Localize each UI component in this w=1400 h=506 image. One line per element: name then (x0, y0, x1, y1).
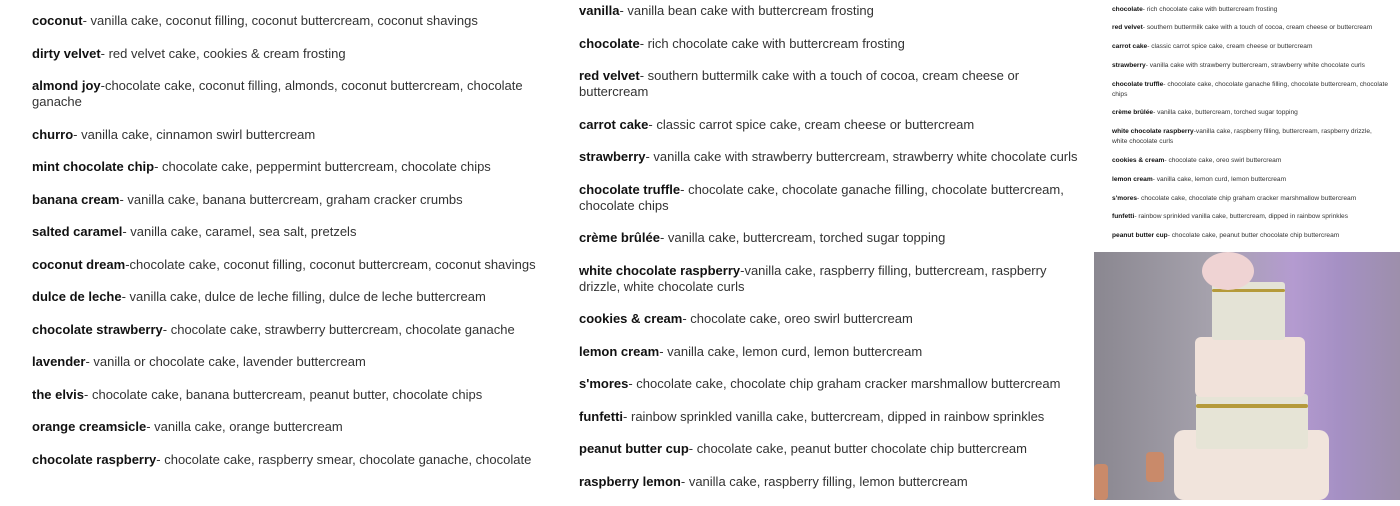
flavor-entry (579, 311, 1087, 327)
flavor-description: - rich chocolate cake with buttercream frosting (1142, 5, 1278, 13)
flavor-name: salted caramel (32, 224, 123, 239)
flavor-name: lemon cream (579, 343, 660, 359)
flavor-entry (1112, 194, 1388, 204)
flavor-name: strawberry (579, 149, 646, 164)
flavor-description: - vanilla cake, caramel, sea salt, pretzels (122, 224, 357, 239)
flavor-name: cookies & cream (579, 311, 683, 326)
flavor-description: - chocolate cake, chocolate chip graham cracker marshmallow buttercream (1137, 194, 1357, 202)
flavor-entry (32, 354, 574, 370)
flavor-entry (1112, 61, 1388, 71)
flavor-description: - red velvet cake, cookies & cream frosting (100, 45, 346, 61)
flavor-name: chocolate truffle (1112, 81, 1164, 89)
flavor-name: s'mores (1112, 194, 1138, 202)
candle-holder (1146, 452, 1164, 482)
flavor-entry (1112, 5, 1388, 15)
flavor-entry (579, 182, 1087, 214)
flavor-name: peanut butter cup (1112, 232, 1168, 240)
flavor-description: -vanilla cake, raspberry filling, buttercream, raspberry drizzle, white chocolate curls (1112, 128, 1372, 145)
flavor-name: dulce de leche (32, 289, 122, 304)
flavor-entry (579, 3, 1087, 19)
flavor-list-right-thumbnail (1112, 5, 1388, 251)
flavor-description: - rainbow sprinkled vanilla cake, buttercream, dipped in rainbow sprinkles (1134, 213, 1349, 221)
flavor-name: the elvis (32, 386, 85, 402)
flavor-name: almond joy (32, 78, 101, 93)
flavor-entry (32, 322, 574, 338)
flavor-description: - vanilla bean cake with buttercream frosting (619, 3, 874, 18)
candle-holder (1094, 464, 1108, 500)
flavor-name: crème brûlée (1112, 109, 1154, 117)
flavor-name: chocolate (579, 35, 640, 51)
flavor-name: red velvet (1112, 24, 1143, 32)
flavor-entry (32, 224, 574, 240)
flavor-entry (579, 344, 1087, 360)
flavor-entry (32, 46, 574, 62)
flavor-list-middle (579, 3, 1087, 506)
flavor-entry (579, 376, 1087, 392)
flavor-name: vanilla (579, 3, 620, 18)
flavor-description: - southern buttermilk cake with a touch of cocoa, cream cheese or buttercream (1142, 24, 1373, 32)
flavor-name: chocolate raspberry (32, 451, 157, 467)
flavor-description: - chocolate cake, oreo swirl buttercream (682, 311, 913, 326)
flavor-description: - southern buttermilk cake with a touch of cocoa, cream cheese or buttercream (579, 68, 1020, 99)
flavor-description: - chocolate cake, strawberry buttercream, chocolate ganache (162, 321, 515, 337)
flavor-description: - chocolate cake, raspberry smear, chocolate ganache, chocolate (156, 451, 532, 467)
flavor-entry (32, 159, 574, 175)
flavor-name: white chocolate raspberry (1112, 128, 1194, 136)
flavor-name: funfetti (1112, 213, 1135, 221)
flavor-list-left (32, 13, 574, 484)
flavor-name: crème brûlée (579, 230, 660, 245)
flavor-entry (32, 289, 574, 305)
flavor-description: - vanilla cake, buttercream, torched sugar topping (659, 230, 946, 245)
flavor-name: raspberry lemon (579, 473, 681, 489)
sugar-flower (1202, 252, 1254, 290)
flavor-entry (32, 78, 574, 110)
flavor-name: funfetti (579, 408, 624, 424)
flavor-entry (579, 149, 1087, 165)
flavor-name: banana cream (32, 191, 120, 207)
flavor-entry (32, 452, 574, 468)
flavor-description: - chocolate cake, chocolate ganache filling, chocolate buttercream, chocolate chips (1112, 81, 1388, 98)
flavor-name: mint chocolate chip (32, 159, 155, 174)
cake-third-tier (1196, 394, 1308, 449)
flavor-description: - chocolate cake, peppermint buttercream, chocolate chips (154, 159, 491, 174)
flavor-description: -vanilla cake, raspberry filling, buttercream, raspberry drizzle, white chocolate curls (579, 262, 1047, 294)
flavor-description: - vanilla cake, buttercream, torched sugar topping (1153, 109, 1298, 117)
flavor-description: - classic carrot spice cake, cream cheese or buttercream (1147, 43, 1313, 51)
flavor-entry (32, 13, 574, 29)
flavor-name: churro (32, 126, 74, 142)
flavor-name: carrot cake (1112, 43, 1148, 51)
flavor-name: dirty velvet (32, 45, 101, 61)
flavor-description: - chocolate cake, peanut butter chocolate chip buttercream (688, 441, 1027, 456)
flavor-entry (32, 387, 574, 403)
flavor-description: - vanilla cake, raspberry filling, lemon buttercream (680, 473, 968, 489)
flavor-description: - vanilla cake, dulce de leche filling, dulce de leche buttercream (121, 289, 486, 304)
flavor-name: orange creamsicle (32, 419, 147, 434)
flavor-entry (1112, 80, 1388, 99)
flavor-description: - chocolate cake, chocolate chip graham cracker marshmallow buttercream (628, 376, 1061, 391)
flavor-name: strawberry (1112, 62, 1146, 70)
flavor-entry (1112, 108, 1388, 118)
flavor-description: - vanilla cake with strawberry buttercream, strawberry white chocolate curls (1145, 62, 1365, 70)
flavor-entry (579, 441, 1087, 457)
flavor-name: lemon cream (1112, 175, 1153, 183)
flavor-entry (1112, 127, 1388, 146)
flavor-entry (579, 409, 1087, 425)
flavor-entry (579, 117, 1087, 133)
flavor-entry (32, 419, 574, 435)
flavor-name: cookies & cream (1112, 156, 1165, 164)
flavor-description: - rich chocolate cake with buttercream frosting (639, 35, 905, 51)
flavor-description: - vanilla cake, coconut filling, coconut buttercream, coconut shavings (82, 13, 478, 28)
flavor-description: -chocolate cake, coconut filling, coconut buttercream, coconut shavings (125, 256, 536, 272)
flavor-entry (579, 68, 1087, 100)
flavor-name: s'mores (579, 376, 629, 391)
flavor-entry (1112, 156, 1388, 166)
flavor-description: - classic carrot spice cake, cream cheese or buttercream (648, 116, 975, 132)
flavor-entry (1112, 175, 1388, 185)
flavor-name: coconut dream (32, 256, 126, 272)
flavor-name: carrot cake (579, 116, 649, 132)
flavor-description: - vanilla cake, lemon curd, lemon buttercream (1152, 175, 1287, 183)
flavor-description: - chocolate cake, oreo swirl buttercream (1164, 156, 1282, 164)
flavor-name: white chocolate raspberry (579, 262, 741, 278)
flavor-name: lavender (32, 354, 86, 369)
flavor-entry (32, 127, 574, 143)
flavor-description: - vanilla cake with strawberry buttercream, strawberry white chocolate curls (645, 149, 1078, 164)
flavor-description: - chocolate cake, banana buttercream, peanut butter, chocolate chips (84, 386, 483, 402)
flavor-description: - vanilla or chocolate cake, lavender buttercream (85, 354, 366, 369)
flavor-name: red velvet (579, 68, 640, 83)
flavor-entry (32, 257, 574, 273)
flavor-name: coconut (32, 13, 83, 28)
flavor-description: - rainbow sprinkled vanilla cake, buttercream, dipped in rainbow sprinkles (623, 408, 1045, 424)
flavor-entry (1112, 231, 1388, 241)
flavor-entry (579, 36, 1087, 52)
flavor-entry (579, 474, 1087, 490)
wedding-cake-photo (1094, 252, 1400, 500)
flavor-entry (1112, 212, 1388, 222)
flavor-description: - vanilla cake, orange buttercream (146, 419, 343, 434)
flavor-description: - vanilla cake, banana buttercream, graham cracker crumbs (119, 191, 463, 207)
flavor-entry (1112, 23, 1388, 33)
flavor-description: - chocolate cake, chocolate ganache filling, chocolate buttercream, chocolate chips (579, 181, 1064, 213)
flavor-entry (579, 263, 1087, 295)
flavor-description: - chocolate cake, peanut butter chocolate chip buttercream (1167, 232, 1340, 240)
flavor-name: chocolate (1112, 5, 1143, 13)
flavor-description: - vanilla cake, cinnamon swirl buttercream (73, 126, 316, 142)
cake-second-tier (1195, 337, 1305, 397)
flavor-entry (32, 192, 574, 208)
flavor-entry (579, 230, 1087, 246)
flavor-entry (1112, 42, 1388, 52)
gold-band (1196, 404, 1308, 408)
flavor-name: peanut butter cup (579, 441, 689, 456)
flavor-name: chocolate strawberry (32, 321, 163, 337)
flavor-description: - vanilla cake, lemon curd, lemon buttercream (659, 343, 923, 359)
flavor-name: chocolate truffle (579, 181, 681, 197)
flavor-description: -chocolate cake, coconut filling, almonds, coconut buttercream, chocolate ganache (32, 78, 523, 109)
